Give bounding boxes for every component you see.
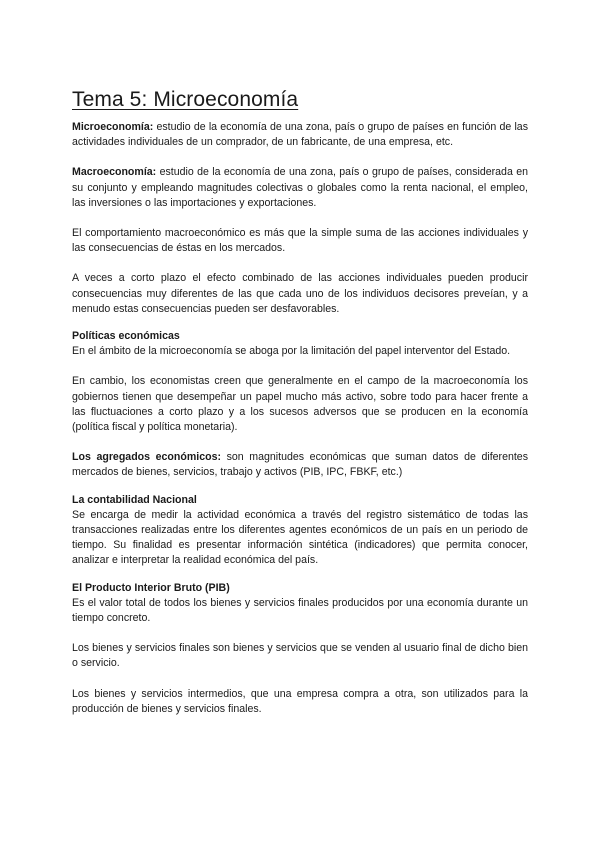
heading-contabilidad-nacional: La contabilidad Nacional [72, 493, 197, 506]
paragraph-contabilidad: Se encarga de medir la actividad económica a través del registro sistemático de todas las transacciones realizadas entre los diferentes agentes económicos de un país en un periodo de tiempo. Su finalidad es presentar información sintética (indicadores) que permita conocer, analizar e interpretar la realidad económica del país. [72, 508, 528, 567]
paragraph-agregados [72, 450, 528, 480]
term-microeconomia: Microeconomía: [72, 121, 154, 133]
paragraph-comportamiento: El comportamiento macroeconómico es más que la simple suma de las acciones individuales y las consecuencias de éstas en los mercados. [72, 227, 528, 255]
paragraph-politicas-2: En cambio, los economistas creen que generalmente en el campo de la macroeconomía los gobiernos tienen que desempeñar un papel mucho más activo, sobre todo para hacer frente a las fluctuaciones a corto plazo y a los sucesos adversos que se producen en la economía (política fiscal y política monetaria). [72, 375, 528, 434]
paragraph-macroeconomia [72, 165, 528, 211]
paragraph-a-veces: A veces a corto plazo el efecto combinado de las acciones individuales pueden producir consecuencias muy diferentes de las que cada uno de los individuos decisores preveían, y a menudo estas consecuencias pueden ser desfavorables. [72, 272, 528, 315]
definition-macroeconomia: estudio de la economía de una zona, país o grupo de países, considerada en su conjunto y empleando magnitudes colectivas o globales como la renta nacional, el empleo, las inversiones o las importaciones y exportaciones. [72, 166, 528, 209]
heading-politicas-economicas: Políticas económicas [72, 330, 180, 343]
term-agregados: Los agregados económicos: [72, 451, 221, 464]
document-page [72, 88, 528, 717]
heading-pib: El Producto Interior Bruto (PIB) [72, 581, 230, 594]
paragraph-microeconomia [72, 120, 528, 150]
term-macroeconomia: Macroeconomía: [72, 166, 157, 179]
paragraph-politicas-1: En el ámbito de la microeconomía se aboga por la limitación del papel interventor del Estado. [72, 345, 511, 358]
definition-agregados: son magnitudes económicas que suman datos de diferentes mercados de bienes, servicios, trabajo y activos (PIB, IPC, FBKF, etc.) [72, 451, 528, 479]
paragraph-pib-1: Es el valor total de todos los bienes y servicios finales producidos por una economía durante un tiempo concreto. [72, 596, 528, 625]
definition-microeconomia: estudio de la economía de una zona, país o grupo de países en función de las actividades individuales de un comprador, de un fabricante, de una empresa, etc. [72, 121, 528, 149]
page-title: Tema 5: Microeconomía [72, 88, 299, 111]
paragraph-pib-3: Los bienes y servicios intermedios, que una empresa compra a otra, son utilizados para la producción de bienes y servicios finales. [72, 687, 528, 715]
paragraph-pib-2: Los bienes y servicios finales son bienes y servicios que se venden al usuario final de dicho bien o servicio. [72, 642, 528, 670]
